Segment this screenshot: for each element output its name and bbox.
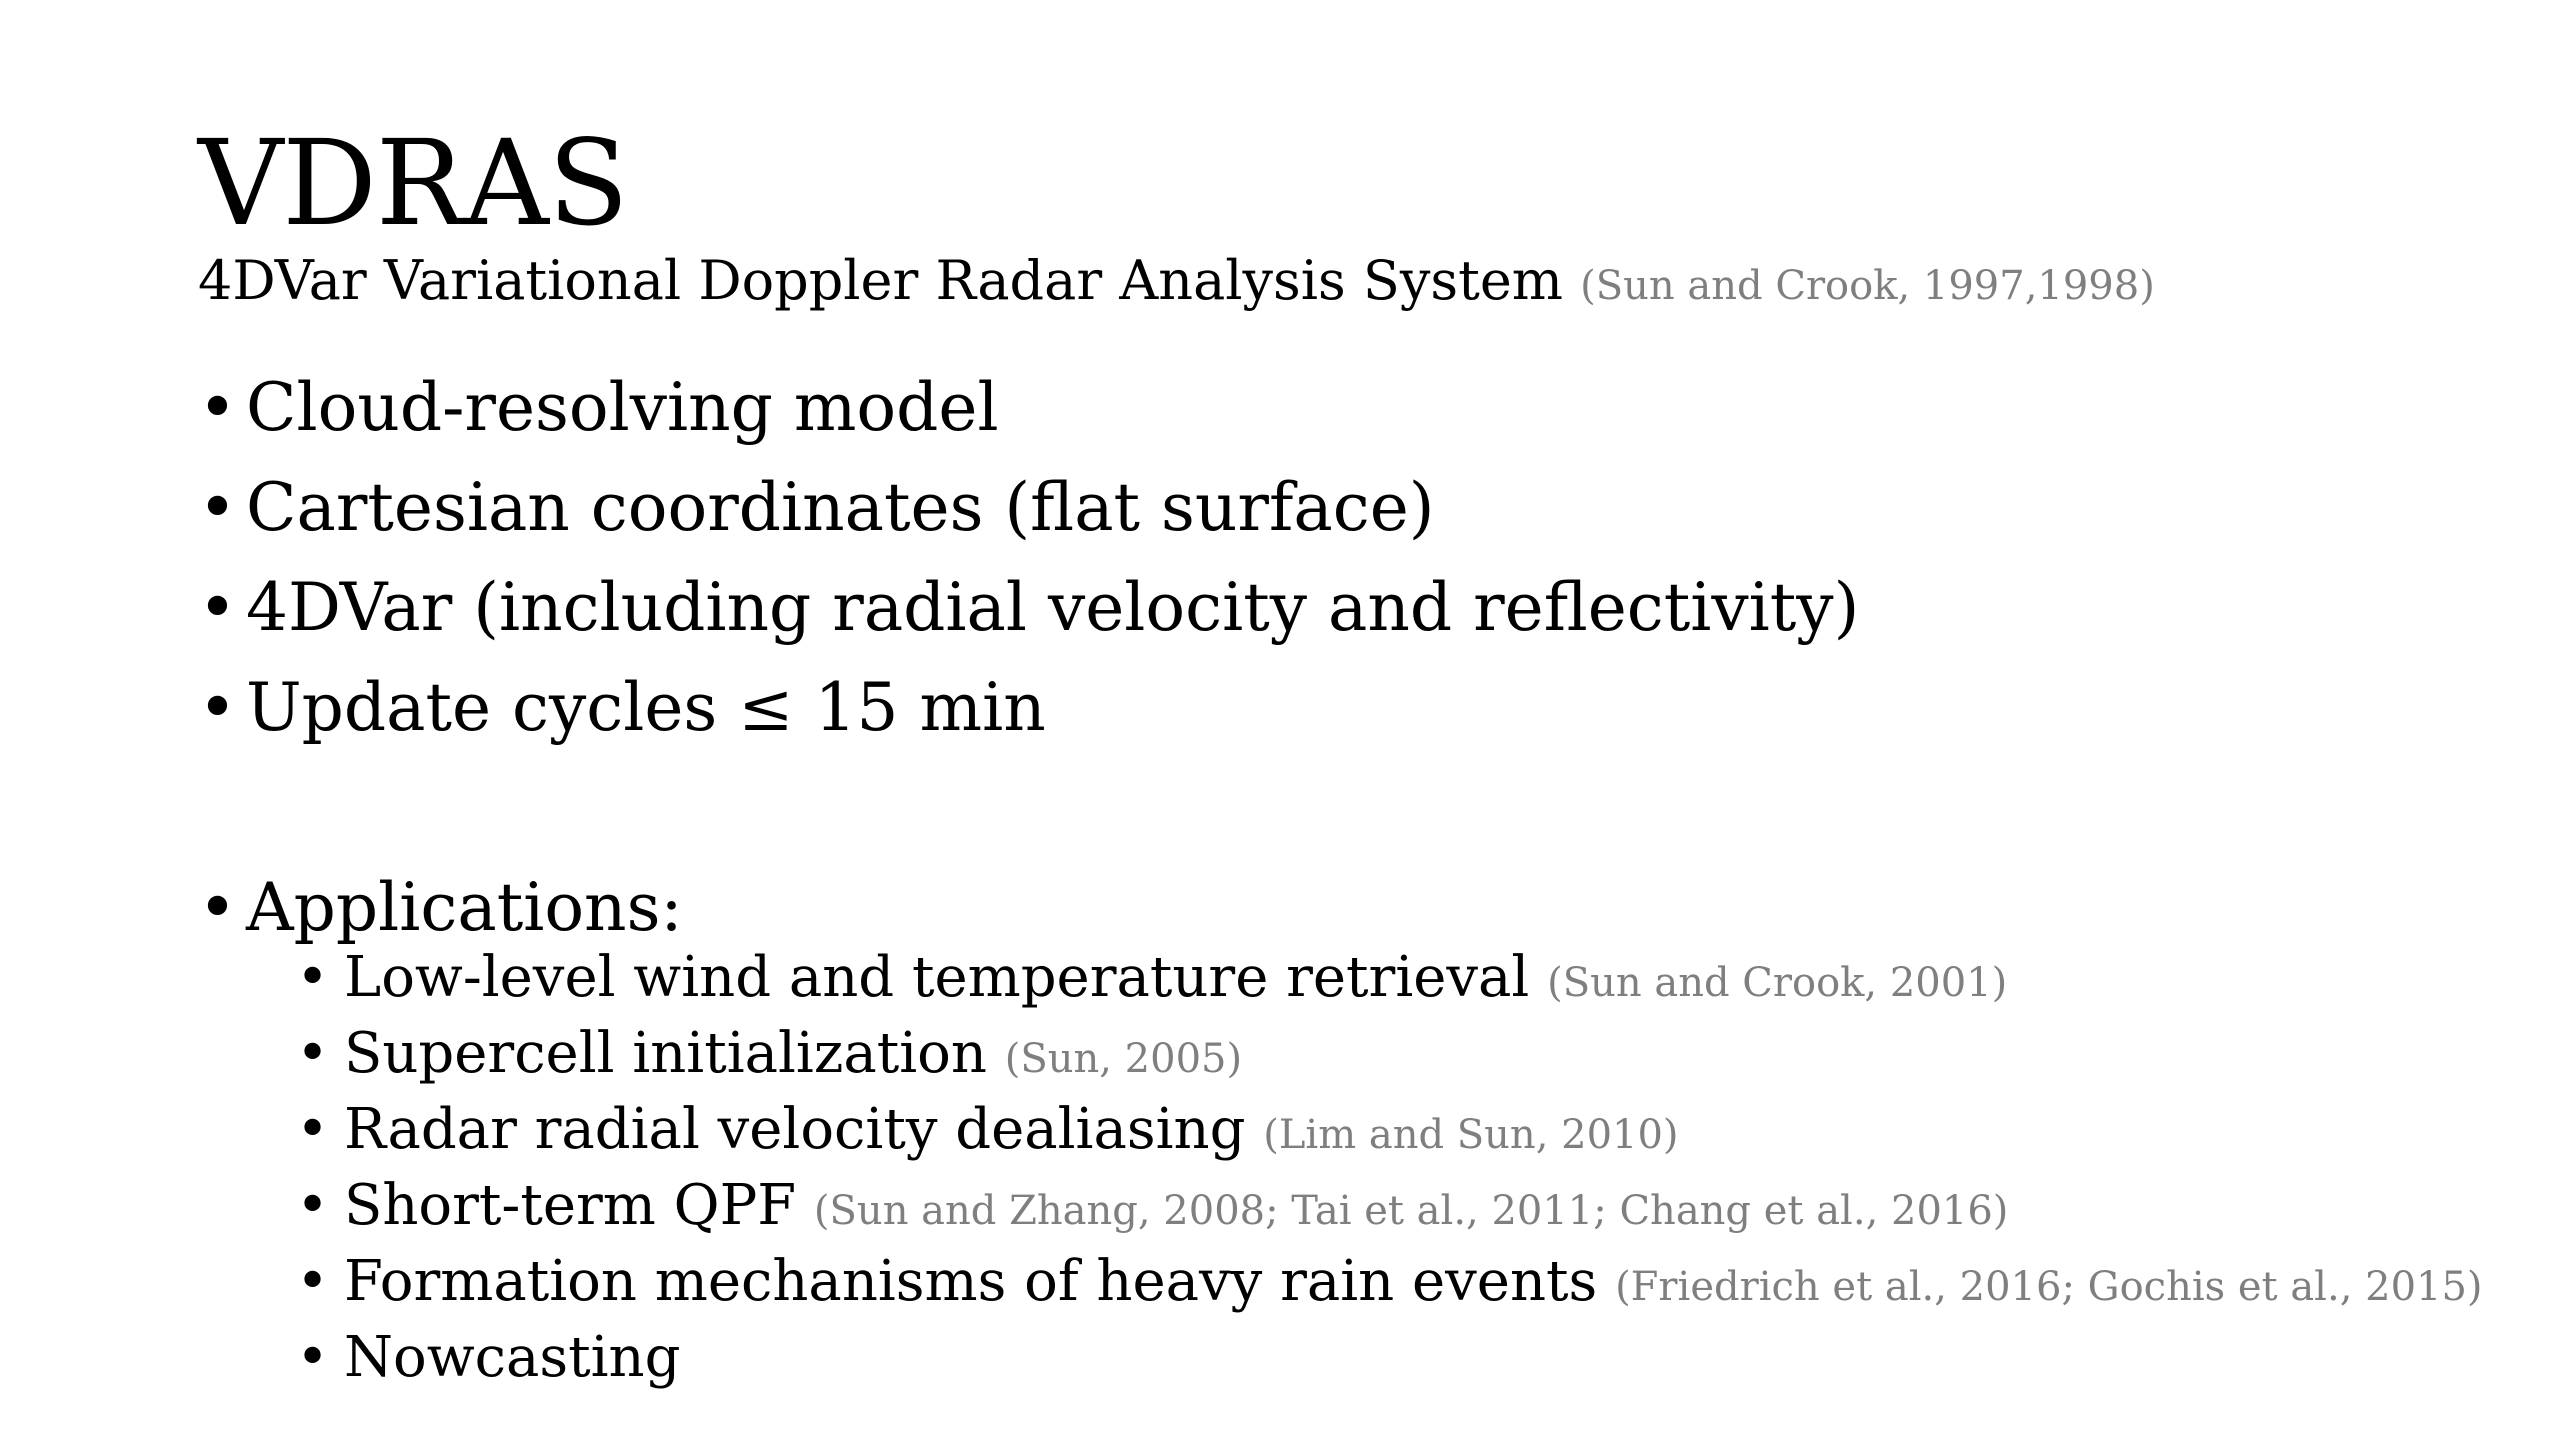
bullet-icon: • — [198, 669, 237, 746]
application-text: Radar radial velocity dealiasing — [344, 1097, 1246, 1162]
bullet-icon: • — [198, 369, 237, 446]
bullet-text: 4DVar (including radial velocity and reflectivity) — [246, 569, 1860, 646]
bullet-text: Update cycles ≤ 15 min — [246, 669, 1046, 746]
applications-list — [296, 940, 2483, 1396]
applications-label: Applications: — [246, 869, 683, 946]
application-item — [296, 1168, 2483, 1244]
slide-subtitle — [198, 248, 2155, 319]
application-item — [296, 940, 2483, 1016]
bullet-text: Cartesian coordinates (flat surface) — [246, 469, 1435, 546]
subtitle-citation: (Sun and Crook, 1997,1998) — [1580, 263, 2155, 309]
bullet-item — [198, 358, 1859, 458]
application-text: Nowcasting — [344, 1325, 681, 1390]
bullet-item — [198, 558, 1859, 658]
application-citation: (Sun and Crook, 2001) — [1547, 960, 2008, 1006]
slide-title: VDRAS — [198, 114, 628, 252]
bullet-icon: • — [296, 1021, 330, 1086]
application-item — [296, 1244, 2483, 1320]
bullet-icon: • — [296, 945, 330, 1010]
application-text: Supercell initialization — [344, 1021, 987, 1086]
application-citation: (Sun and Zhang, 2008; Tai et al., 2011; Chang et al., 2016) — [813, 1188, 2009, 1234]
application-citation: (Lim and Sun, 2010) — [1263, 1112, 1679, 1158]
bullet-icon: • — [296, 1249, 330, 1314]
application-citation: (Sun, 2005) — [1004, 1036, 1243, 1082]
bullet-icon: • — [198, 869, 237, 946]
bullet-text: Cloud-resolving model — [246, 369, 999, 446]
main-bullet-list — [198, 358, 1859, 958]
application-citation: (Friedrich et al., 2016; Gochis et al., 2015) — [1615, 1264, 2483, 1310]
application-item — [296, 1016, 2483, 1092]
bullet-icon: • — [198, 469, 237, 546]
bullet-item — [198, 458, 1859, 558]
bullet-icon: • — [198, 569, 237, 646]
subtitle-text: 4DVar Variational Doppler Radar Analysis System — [198, 249, 1563, 312]
application-text: Low-level wind and temperature retrieval — [344, 945, 1530, 1010]
bullet-icon: • — [296, 1097, 330, 1162]
application-item — [296, 1092, 2483, 1168]
bullet-icon: • — [296, 1325, 330, 1390]
application-text: Short-term QPF — [344, 1173, 797, 1238]
bullet-item — [198, 658, 1859, 758]
bullet-icon: • — [296, 1173, 330, 1238]
application-text: Formation mechanisms of heavy rain events — [344, 1249, 1598, 1314]
application-item — [296, 1320, 2483, 1396]
